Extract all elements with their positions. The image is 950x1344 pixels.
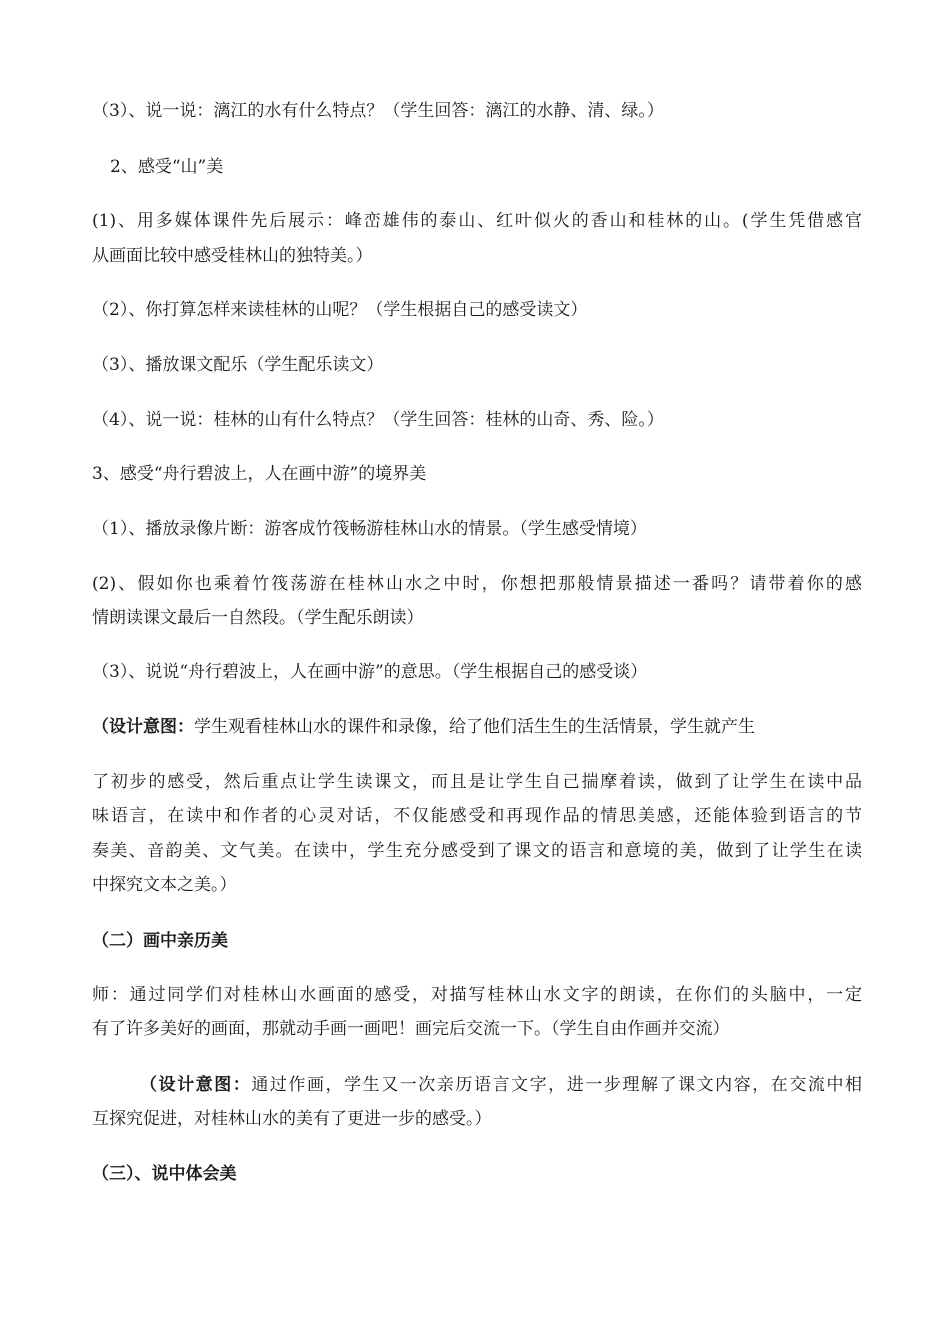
paragraph-line: （2）、你打算怎样来读桂林的山呢？（学生根据自己的感受读文） (92, 300, 588, 320)
design-intent-text: 学生观看桂林山水的课件和录像，给了他们活生生的生活情景，学生就产生 (194, 717, 755, 737)
design-intent-label: （设计意图： (92, 717, 194, 737)
paragraph-line: 情朗读课文最后一自然段。（学生配乐朗读） (92, 608, 424, 628)
section-heading: 3、感受“舟行碧波上，人在画中游”的境界美 (92, 464, 427, 484)
paragraph-line: （4）、说一说：桂林的山有什么特点？（学生回答：桂林的山奇、秀、险。） (92, 410, 664, 430)
section-heading: （二）画中亲历美 (92, 931, 228, 951)
design-intent-label: （设计意图： (140, 1075, 252, 1095)
paragraph-line: (2)、假如你也乘着竹筏荡游在桂林山水之中时，你想把那般情景描述一番吗？请带着你的感 (92, 574, 862, 594)
paragraph-line: （3）、说说“舟行碧波上，人在画中游”的意思。（学生根据自己的感受谈） (92, 662, 648, 682)
section-heading: （三）、说中体会美 (92, 1164, 237, 1184)
design-intent-paragraph (140, 1071, 862, 1099)
paragraph-line: 互探究促进，对桂林山水的美有了更进一步的感受。） (92, 1109, 492, 1129)
paragraph-line: (1)、用多媒体课件先后展示：峰峦雄伟的泰山、红叶似火的香山和桂林的山。(学生凭借感官 (92, 211, 862, 231)
paragraph-line: 了初步的感受，然后重点让学生读课文，而且是让学生自己揣摩着读，做到了让学生在读中品 (92, 772, 862, 792)
design-intent-paragraph (92, 713, 862, 741)
paragraph-line: （3）、播放课文配乐（学生配乐读文） (92, 355, 384, 375)
section-heading: 2、感受“山”美 (110, 157, 224, 177)
paragraph-line: 从画面比较中感受桂林山的独特美。） (92, 246, 373, 266)
paragraph-line: 味语言，在读中和作者的心灵对话，不仅能感受和再现作品的情思美感，还能体验到语言的节 (92, 806, 862, 826)
paragraph-line: （1）、播放录像片断：游客成竹筏畅游桂林山水的情景。（学生感受情境） (92, 519, 647, 539)
paragraph-line: 师：通过同学们对桂林山水画面的感受，对描写桂林山水文字的朗读，在你们的头脑中，一定 (92, 985, 862, 1005)
paragraph-line: （3）、说一说：漓江的水有什么特点？（学生回答：漓江的水静、清、绿。） (92, 101, 664, 121)
paragraph-line: 有了许多美好的画面，那就动手画一画吧！画完后交流一下。（学生自由作画并交流） (92, 1019, 730, 1039)
design-intent-text: 通过作画，学生又一次亲历语言文字，进一步理解了课文内容，在交流中相 (251, 1075, 863, 1095)
paragraph-line: 中探究文本之美。） (92, 875, 237, 895)
paragraph-line: 奏美、音韵美、文气美。在读中，学生充分感受到了课文的语言和意境的美，做到了让学生在读 (92, 841, 862, 861)
